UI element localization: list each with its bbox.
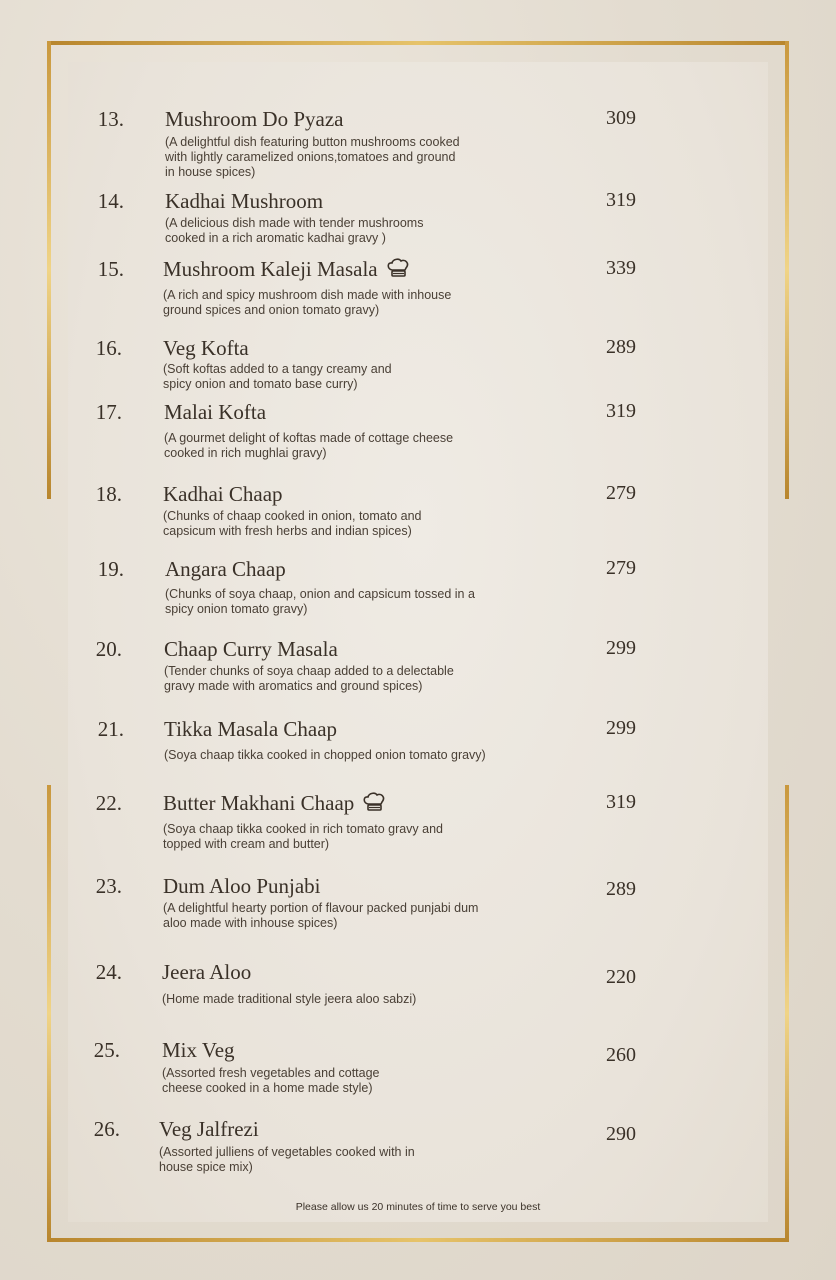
item-number: 26. [93,1117,120,1141]
chef-hat-icon [386,258,410,284]
item-name [162,1038,235,1063]
item-name-text: Mix Veg [162,1038,235,1062]
item-description: (Assorted fresh vegetables and cottage cheese cooked in a home made style) [162,1066,380,1095]
item-number: 23. [95,874,122,898]
frame-right-upper [785,41,789,499]
item-name-text: Dum Aloo Punjabi [163,874,321,898]
item-description: (Tender chunks of soya chaap added to a delectable gravy made with aromatics and ground spices) [164,664,454,693]
item-name [165,107,343,132]
chef-hat-icon [362,792,386,818]
frame-bottom [48,1238,789,1242]
item-name-text: Malai Kofta [164,400,267,424]
item-name [163,874,321,899]
item-name [164,717,337,742]
item-price: 299 [606,637,636,659]
item-number: 13. [97,107,124,131]
item-number: 22. [95,791,122,815]
frame-left-lower [47,785,51,1242]
item-description: (Home made traditional style jeera aloo sabzi) [162,992,417,1006]
item-number: 18. [95,482,122,506]
item-price: 289 [606,336,636,358]
item-name-text: Chaap Curry Masala [164,637,338,661]
item-description: (A delightful dish featuring button mushrooms cooked with lightly caramelized onions,tomatoes and ground in house spices) [165,135,460,179]
item-name-text: Tikka Masala Chaap [164,717,338,741]
item-name-text: Mushroom Do Pyaza [165,107,344,131]
item-number: 14. [97,189,124,213]
item-name [163,482,283,507]
item-price: 319 [606,791,636,813]
item-price: 220 [606,966,636,988]
item-price: 319 [606,400,636,422]
item-number: 25. [93,1038,120,1062]
item-name-text: Kadhai Chaap [163,482,283,506]
item-price: 299 [606,717,636,739]
item-number: 15. [97,257,124,281]
item-number: 19. [97,557,124,581]
item-description: (A delicious dish made with tender mushrooms cooked in a rich aromatic kadhai gravy ) [165,216,424,245]
item-name [164,637,338,662]
item-number: 17. [95,400,122,424]
item-description: (Chunks of chaap cooked in onion, tomato and capsicum with fresh herbs and indian spices) [163,509,422,538]
item-description: (A delightful hearty portion of flavour packed punjabi dum aloo made with inhouse spices) [163,901,479,930]
item-name [165,189,323,214]
item-price: 279 [606,557,636,579]
item-description: (A rich and spicy mushroom dish made with inhouse ground spices and onion tomato gravy) [163,288,452,317]
item-price: 260 [606,1044,636,1066]
item-description: (Soya chaap tikka cooked in rich tomato gravy and topped with cream and butter) [163,822,444,851]
item-number: 24. [95,960,122,984]
item-name [164,400,266,425]
item-name [163,791,386,818]
frame-right-lower [785,785,789,1242]
item-name-text: Jeera Aloo [162,960,252,984]
item-name [162,960,251,985]
frame-left-upper [47,41,51,499]
item-number: 21. [97,717,124,741]
item-number: 20. [95,637,122,661]
item-price: 319 [606,189,636,211]
item-name-text: Veg Kofta [163,336,249,360]
item-description: (Soft koftas added to a tangy creamy and spicy onion and tomato base curry) [163,362,392,391]
item-description: (Soya chaap tikka cooked in chopped onion tomato gravy) [164,748,486,762]
item-name-text: Angara Chaap [165,557,286,581]
item-name [163,257,410,284]
item-name [165,557,286,582]
item-number: 16. [95,336,122,360]
item-name [163,336,249,361]
item-price: 339 [606,257,636,279]
frame-top [48,41,789,45]
item-price: 279 [606,482,636,504]
item-description: (A gourmet delight of koftas made of cottage cheese cooked in rich mughlai gravy) [164,431,454,460]
item-name-text: Butter Makhani Chaap [163,791,355,815]
item-description: (Assorted julliens of vegetables cooked with in house spice mix) [159,1145,415,1174]
item-name [159,1117,259,1142]
item-price: 290 [606,1123,636,1145]
item-price: 309 [606,107,636,129]
item-name-text: Kadhai Mushroom [165,189,324,213]
item-name-text: Veg Jalfrezi [159,1117,259,1141]
item-price: 289 [606,878,636,900]
item-name-text: Mushroom Kaleji Masala [163,257,378,281]
item-description: (Chunks of soya chaap, onion and capsicum tossed in a spicy onion tomato gravy) [165,587,475,616]
footnote: Please allow us 20 minutes of time to serve you best [295,1201,541,1213]
